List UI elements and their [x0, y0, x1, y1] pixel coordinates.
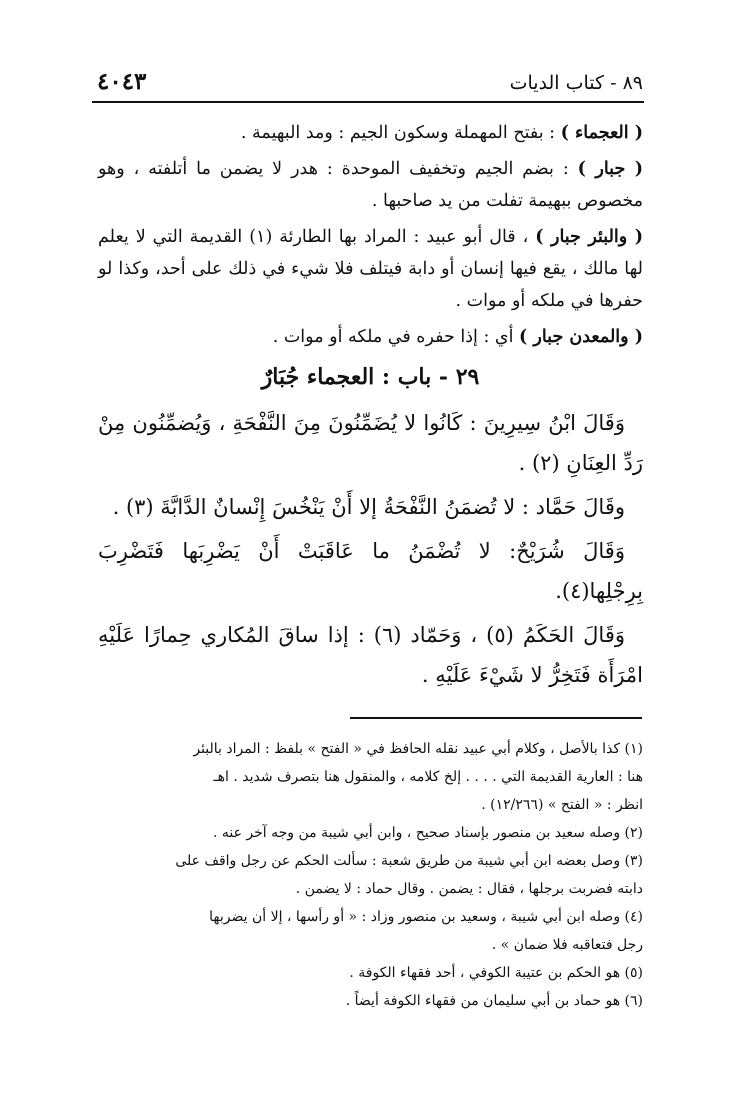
footnote: (١) كذا بالأصل ، وكلام أبي عبيد نقله الحافظ في « الفتح » بلفظ : المراد بالبئر [193, 741, 643, 757]
footnote: (٣) وصل بعضه ابن أبي شيبة من طريق شعبة : سألت الحكم عن رجل واقف على [175, 853, 643, 869]
footnote-continuation: انظر : « الفتح » (١٢/٢٦٦) . [481, 797, 643, 813]
footnote: (٥) هو الحكم بن عتيبة الكوفي ، أحد فقهاء الكوفة . [349, 965, 643, 981]
glossary-entry [98, 321, 643, 353]
glossary-entry [98, 221, 643, 317]
glossary-entry [98, 153, 643, 217]
hadith-text: وقَالَ حَمَّاد : لا تُضمَنُ النَّفْحَةُ إلا أَنْ يَنْخُسَ إِنْسانٌ الدَّابَّةَ (٣) . [112, 495, 625, 519]
header-rule [92, 101, 644, 103]
hadith-text: وَقَالَ الحَكَمُ (٥) ، وَحَمّاد (٦) : إذا ساقَ المُكاري حِمارًا عَلَيْهِ امْرَأَة فَتَخِرُّ لا شَيْءَ عَلَيْهِ . [98, 623, 643, 687]
footnote-continuation: هنا : العارية القديمة التي . . . . إلخ كلامه ، والمنقول هنا بتصرف شديد . اهـ [213, 769, 643, 785]
footnote-separator [350, 717, 642, 719]
hadith-text: وَقَالَ شُرَيْحٌ: لا تُضْمَنُ ما عَاقَبَتْ أَنْ يَضْرِبَها فَتَضْرِبَ بِرِجْلِها(٤). [98, 539, 643, 603]
glossary-text: أي : إذا حفره في ملكه أو موات . [272, 327, 520, 347]
footnote-continuation: رجل فتعاقبه فلا ضمان » . [491, 937, 643, 953]
footnote: (٤) وصله ابن أبي شيبة ، وسعيد بن منصور وزاد : « أو رأسها ، إلا أن يضربها [209, 909, 643, 925]
running-title: ٨٩ - كتاب الديات [509, 72, 643, 94]
glossary-term: ( والبئر جبار ) [535, 227, 643, 247]
glossary-term: ( جبار ) [577, 159, 643, 179]
hadith-text: وَقَالَ ابْنُ سِيرِينَ : كَانُوا لا يُضَمِّنُونَ مِنَ النَّفْحَةِ ، وَيُضمِّنُون مِنْ رَدِّ العِنَانِ (٢) . [98, 411, 643, 475]
glossary-entry [98, 117, 643, 149]
main-text [98, 117, 643, 699]
footnote-continuation: دابته فضربت برجلها ، فقال : يضمن . وقال حماد : لا يضمن . [295, 881, 643, 897]
glossary-text: : بفتح المهملة وسكون الجيم : ومد البهيمة . [240, 123, 561, 143]
glossary-text: ، قال أبو عبيد : المراد بها الطارئة (١) القديمة التي لا يعلم لها مالك ، يقع فيها إنسان أو دابة فيتلف فلا شيء في ذلك على أحد، وكذا لو حفرها في ملكه أو موات . [98, 227, 643, 311]
glossary-text: : بضم الجيم وتخفيف الموحدة : هدر لا يضمن ما أتلفته ، وهو مخصوص ببهيمة تفلت من يد صاحبها . [98, 159, 643, 211]
footnotes [98, 735, 643, 1015]
glossary-term: ( العجماء ) [560, 123, 643, 143]
chapter-title: ٢٩ - باب : العجماء جُبَارٌ [261, 364, 480, 390]
glossary-term: ( والمعدن جبار ) [519, 327, 643, 347]
page-number: ٤٠٤٣ [97, 68, 147, 95]
footnote: (٢) وصله سعيد بن منصور بإسناد صحيح ، وابن أبي شيبة من وجه آخر عنه . [212, 825, 643, 841]
footnote: (٦) هو حماد بن أبي سليمان من فقهاء الكوفة أيضاً . [345, 993, 643, 1009]
